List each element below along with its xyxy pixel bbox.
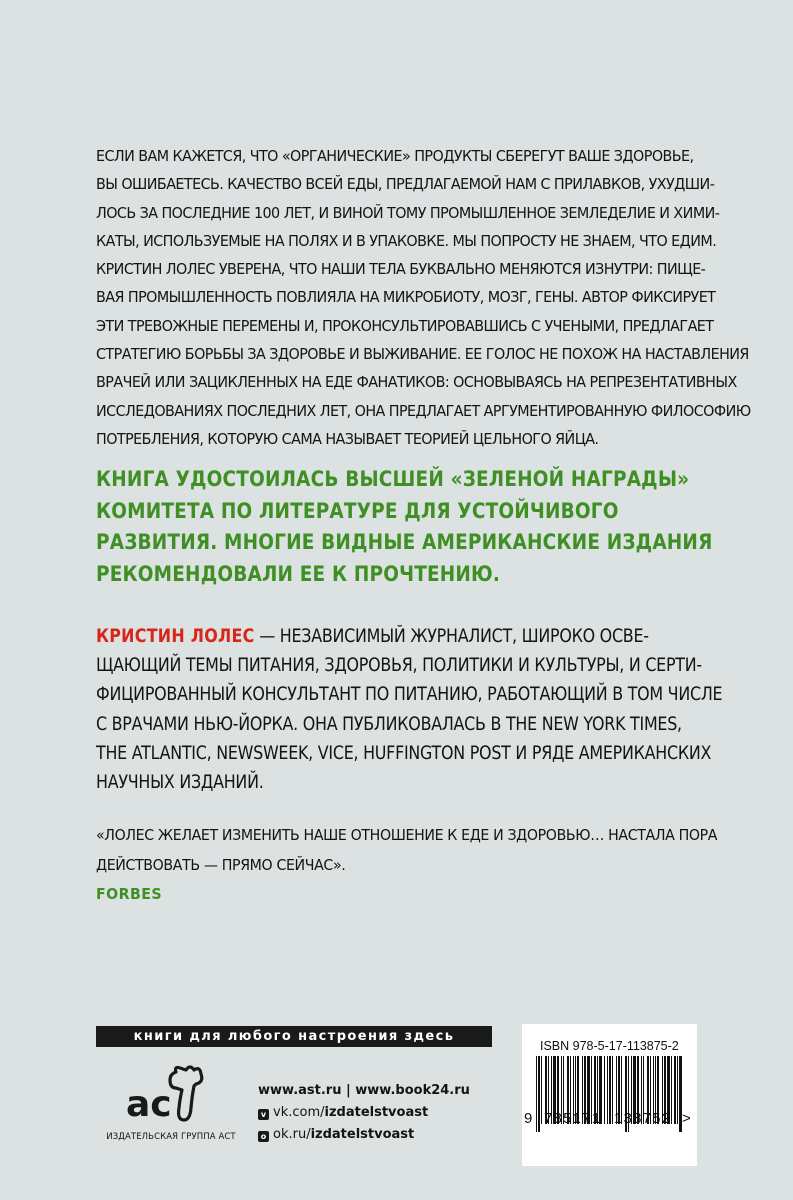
barcode-bar bbox=[538, 1056, 540, 1132]
award-block bbox=[96, 464, 713, 590]
description-line: ЛОСЬ ЗА ПОСЛЕДНИЕ 100 ЛЕТ, И ВИНОЙ ТОМУ ПРОМЫШЛЕННОЕ ЗЕМЛЕДЕЛИЕ И ХИМИ- bbox=[96, 203, 720, 222]
barcode-bar bbox=[604, 1056, 605, 1124]
vk-link[interactable] bbox=[258, 1102, 508, 1124]
publisher-caption: ИЗДАТЕЛЬСКАЯ ГРУППА АСТ bbox=[106, 1132, 236, 1142]
vk-handle: izdatelstvoast bbox=[324, 1105, 429, 1120]
author-bio-first-line bbox=[96, 622, 649, 651]
quote-line: «ЛОЛЕС ЖЕЛАЕТ ИЗМЕНИТЬ НАШЕ ОТНОШЕНИЕ К ЕДЕ И ЗДОРОВЬЮ… НАСТАЛА ПОРА bbox=[96, 826, 718, 844]
award-line: КНИГА УДОСТОИЛАСЬ ВЫСШЕЙ «ЗЕЛЕНОЙ НАГРАДЫ» bbox=[96, 467, 690, 491]
barcode-bar bbox=[612, 1056, 613, 1124]
description-line: ВРАЧЕЙ ИЛИ ЗАЦИКЛЕННЫХ НА ЕДЕ ФАНАТИКОВ: ОСНОВЫВАЯСЬ НА РЕПРЕЗЕНТАТИВНЫХ bbox=[96, 373, 737, 392]
award-line: РЕКОМЕНДОВАЛИ ЕЕ К ПРОЧТЕНИЮ. bbox=[96, 561, 501, 586]
ok-prefix: ok.ru/ bbox=[273, 1127, 311, 1142]
award-line: КОМИТЕТА ПО ЛИТЕРАТУРЕ ДЛЯ УСТОЙЧИВОГО bbox=[96, 498, 619, 523]
barcode-bar bbox=[607, 1056, 608, 1124]
description-line: ЭТИ ТРЕВОЖНЫЕ ПЕРЕМЕНЫ И, ПРОКОНСУЛЬТИРОВАВШИСЬ С УЧЕНЫМИ, ПРЕДЛАГАЕТ bbox=[96, 316, 714, 335]
isbn-label: ISBN 978-5-17-113875-2 bbox=[540, 1039, 679, 1053]
description-line: ВАЯ ПРОМЫШЛЕННОСТЬ ПОВЛИЯЛА НА МИКРОБИОТУ, МОЗГ, ГЕНЫ. АВТОР ФИКСИРУЕТ bbox=[96, 288, 716, 307]
description-line: ИССЛЕДОВАНИЯХ ПОСЛЕДНИХ ЛЕТ, ОНА ПРЕДЛАГАЕТ АРГУМЕНТИРОВАННУЮ ФИЛОСОФИЮ bbox=[96, 401, 751, 420]
isbn-barcode-box bbox=[522, 1024, 697, 1166]
description-line: КАТЫ, ИСПОЛЬЗУЕМЫЕ НА ПОЛЯХ И В УПАКОВКЕ. МЫ ПОПРОСТУ НЕ ЗНАЕМ, ЧТО ЕДИМ. bbox=[96, 231, 717, 250]
website-links[interactable]: www.ast.ru | www.book24.ru bbox=[258, 1083, 470, 1098]
ast-logo-icon bbox=[124, 1062, 219, 1130]
quote-line: ДЕЙСТВОВАТЬ — ПРЯМО СЕЙЧАС». bbox=[96, 855, 346, 874]
description-line: КРИСТИН ЛОЛЕС УВЕРЕНА, ЧТО НАШИ ТЕЛА БУКВАЛЬНО МЕНЯЮТСЯ ИЗНУТРИ: ПИЩЕ- bbox=[96, 260, 706, 279]
barcode-digits-right: 138752 bbox=[614, 1110, 672, 1127]
author-bio-line: С ВРАЧАМИ НЬЮ-ЙОРКА. ОНА ПУБЛИКОВАЛАСЬ В THE NEW YORK TIMES, bbox=[96, 713, 682, 735]
barcode-digits-left: 785171 bbox=[544, 1110, 602, 1127]
author-bio-line: НАУЧНЫХ ИЗДАНИЙ. bbox=[96, 772, 264, 794]
barcode-bar bbox=[609, 1056, 611, 1124]
barcode-digit-first: 9 bbox=[524, 1110, 533, 1127]
description-block bbox=[96, 142, 751, 453]
ok-link[interactable] bbox=[258, 1124, 508, 1146]
publisher-tagline: книги для любого настроения здесь bbox=[96, 1026, 492, 1047]
ok-handle: izdatelstvoast bbox=[310, 1127, 415, 1142]
vk-prefix: vk.com/ bbox=[273, 1105, 325, 1120]
barcode-arrow: > bbox=[682, 1110, 691, 1127]
vk-icon: v bbox=[258, 1109, 269, 1120]
author-bio-text: — НЕЗАВИСИМЫЙ ЖУРНАЛИСТ, ШИРОКО ОСВЕ- bbox=[254, 626, 649, 647]
barcode-bar bbox=[536, 1056, 537, 1132]
description-line: СТРАТЕГИЮ БОРЬБЫ ЗА ЗДОРОВЬЕ И ВЫЖИВАНИЕ. ЕЕ ГОЛОС НЕ ПОХОЖ НА НАСТАВЛЕНИЯ bbox=[96, 345, 749, 364]
publisher-links bbox=[258, 1080, 508, 1146]
author-bio-line: ЩАЮЩИЙ ТЕМЫ ПИТАНИЯ, ЗДОРОВЬЯ, ПОЛИТИКИ И КУЛЬТУРЫ, И СЕРТИ- bbox=[96, 655, 702, 677]
author-bio-line: ФИЦИРОВАННЫЙ КОНСУЛЬТАНТ ПО ПИТАНИЮ, РАБОТАЮЩИЙ В ТОМ ЧИСЛЕ bbox=[96, 684, 723, 706]
author-name: КРИСТИН ЛОЛЕС bbox=[96, 626, 255, 647]
press-quote bbox=[96, 821, 718, 910]
barcode-bar bbox=[674, 1056, 676, 1124]
ok-icon: o bbox=[258, 1131, 269, 1142]
ast-logo-letters: ac bbox=[126, 1084, 172, 1125]
author-bio-line: THE ATLANTIC, NEWSWEEK, VICE, HUFFINGTON POST И РЯДЕ АМЕРИКАНСКИХ bbox=[96, 742, 712, 764]
description-line: ЕСЛИ ВАМ КАЖЕТСЯ, ЧТО «ОРГАНИЧЕСКИЕ» ПРОДУКТЫ СБЕРЕГУТ ВАШЕ ЗДОРОВЬЕ, bbox=[96, 147, 694, 165]
description-line: ПОТРЕБЛЕНИЯ, КОТОРУЮ САМА НАЗЫВАЕТ ТЕОРИЕЙ ЦЕЛЬНОГО ЯЙЦА. bbox=[96, 429, 599, 448]
quote-source: FORBES bbox=[96, 885, 163, 903]
publisher-logo bbox=[96, 1062, 246, 1152]
barcode-bar bbox=[677, 1056, 678, 1124]
description-line: ВЫ ОШИБАЕТЕСЬ. КАЧЕСТВО ВСЕЙ ЕДЫ, ПРЕДЛАГАЕМОЙ НАМ С ПРИЛАВКОВ, УХУДШИ- bbox=[96, 175, 715, 194]
author-bio bbox=[96, 622, 723, 797]
barcode-bar bbox=[541, 1056, 542, 1124]
award-line: РАЗВИТИЯ. МНОГИЕ ВИДНЫЕ АМЕРИКАНСКИЕ ИЗДАНИЯ bbox=[96, 530, 713, 554]
